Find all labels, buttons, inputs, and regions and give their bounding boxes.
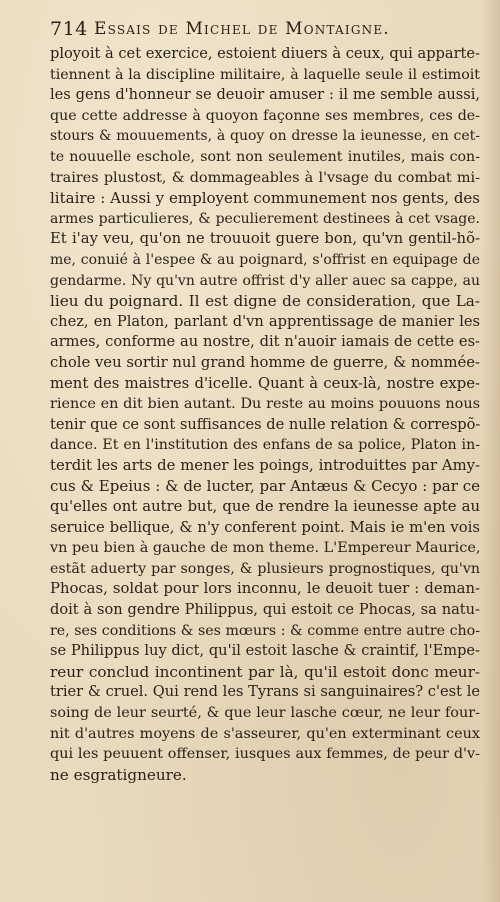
text-line: traires plustost, & dommageables à l'vsage du combat mi- bbox=[50, 169, 480, 186]
running-head: Essais de Michel de Montaigne. bbox=[94, 19, 390, 39]
text-line: tenir que ce sont suffisances de nulle relation & correspõ- bbox=[50, 415, 481, 433]
text-line: dance. Et en l'institution des enfans de sa police, Platon in- bbox=[50, 437, 480, 454]
text-line: gendarme. Ny qu'vn autre offrist d'y aller auec sa cappe, au bbox=[50, 272, 480, 289]
text-line: cus & Epeius : & de lucter, par Antæus & Cecyo : par ce bbox=[50, 477, 480, 496]
text-line: me, conuié à l'espee & au poignard, s'offrist en equipage de bbox=[50, 251, 480, 268]
text-line: nit d'autres moyens de s'asseurer, qu'en exterminant ceux bbox=[50, 725, 480, 742]
text-line: Et i'ay veu, qu'on ne trouuoit guere bon, qu'vn gentil-hõ- bbox=[50, 230, 480, 248]
text-line: que cette addresse à quoyon façonne ses membres, ces de- bbox=[50, 107, 480, 124]
text-line: litaire : Aussi y employent communement nos gents, des bbox=[50, 189, 480, 208]
text-line: armes, conforme au nostre, dit n'auoir iamais de cette es- bbox=[50, 333, 480, 351]
text-line: lieu du poignard. Il est digne de consideration, que La- bbox=[50, 292, 480, 311]
text-line: terdit les arts de mener les poings, introduittes par Amy- bbox=[50, 456, 480, 474]
text-line: estãt aduerty par songes, & plusieurs prognostiques, qu'vn bbox=[50, 560, 480, 577]
text-line: chez, en Platon, parlant d'vn apprentissage de manier les bbox=[50, 312, 480, 330]
body-text bbox=[50, 44, 480, 785]
text-line: rience en dit bien autant. Du reste au moins pouuons nous bbox=[50, 396, 480, 413]
text-line: chole veu sortir nul grand homme de guerre, & nommée- bbox=[50, 353, 480, 371]
text-line: armes particulieres, & peculierement destinees à cet vsage. bbox=[50, 210, 480, 227]
page-edge-shadow bbox=[482, 0, 500, 902]
page-header bbox=[50, 14, 480, 44]
text-line: trier & cruel. Qui rend les Tyrans si sanguinaires? c'est le bbox=[50, 683, 480, 701]
text-line: qui les peuuent offenser, iusques aux femmes, de peur d'v- bbox=[50, 746, 480, 763]
text-line: soing de leur seurté, & que leur lasche cœur, ne leur four- bbox=[50, 705, 480, 721]
text-line: re, ses conditions & ses mœurs : & comme entre autre cho- bbox=[50, 622, 480, 639]
text-line: stours & mouuements, à quoy on dresse la ieunesse, en cet- bbox=[50, 128, 480, 145]
text-line: reur conclud incontinent par là, qu'il estoit donc meur- bbox=[50, 662, 480, 681]
text-line: vn peu bien à gauche de mon theme. L'Empereur Maurice, bbox=[50, 540, 481, 557]
text-line: tiennent à la discipline militaire, à laquelle seule il estimoit bbox=[50, 66, 480, 83]
text-line: ment des maistres d'icelle. Quant à ceux-là, nostre expe- bbox=[50, 374, 480, 392]
text-line: doit à son gendre Philippus, qui estoit ce Phocas, sa natu- bbox=[50, 601, 480, 619]
text-line: se Philippus luy dict, qu'il estoit lasche & craintif, l'Empe- bbox=[50, 642, 480, 660]
text-line: les gens d'honneur se deuoir amuser : il me semble aussi, bbox=[50, 86, 480, 104]
text-line: qu'elles ont autre but, que de rendre la ieunesse apte au bbox=[50, 498, 480, 516]
page-number: 714 bbox=[50, 18, 88, 40]
text-line: ne esgratigneure. bbox=[50, 765, 187, 784]
text-line: te nouuelle eschole, sont non seulement inutiles, mais con- bbox=[50, 148, 480, 165]
text-line: seruice bellique, & n'y conferent point. Mais ie m'en vois bbox=[50, 518, 480, 536]
text-line: Phocas, soldat pour lors inconnu, le deuoit tuer : deman- bbox=[50, 580, 480, 598]
text-line: ployoit à cet exercice, estoient diuers à ceux, qui apparte- bbox=[50, 45, 480, 62]
